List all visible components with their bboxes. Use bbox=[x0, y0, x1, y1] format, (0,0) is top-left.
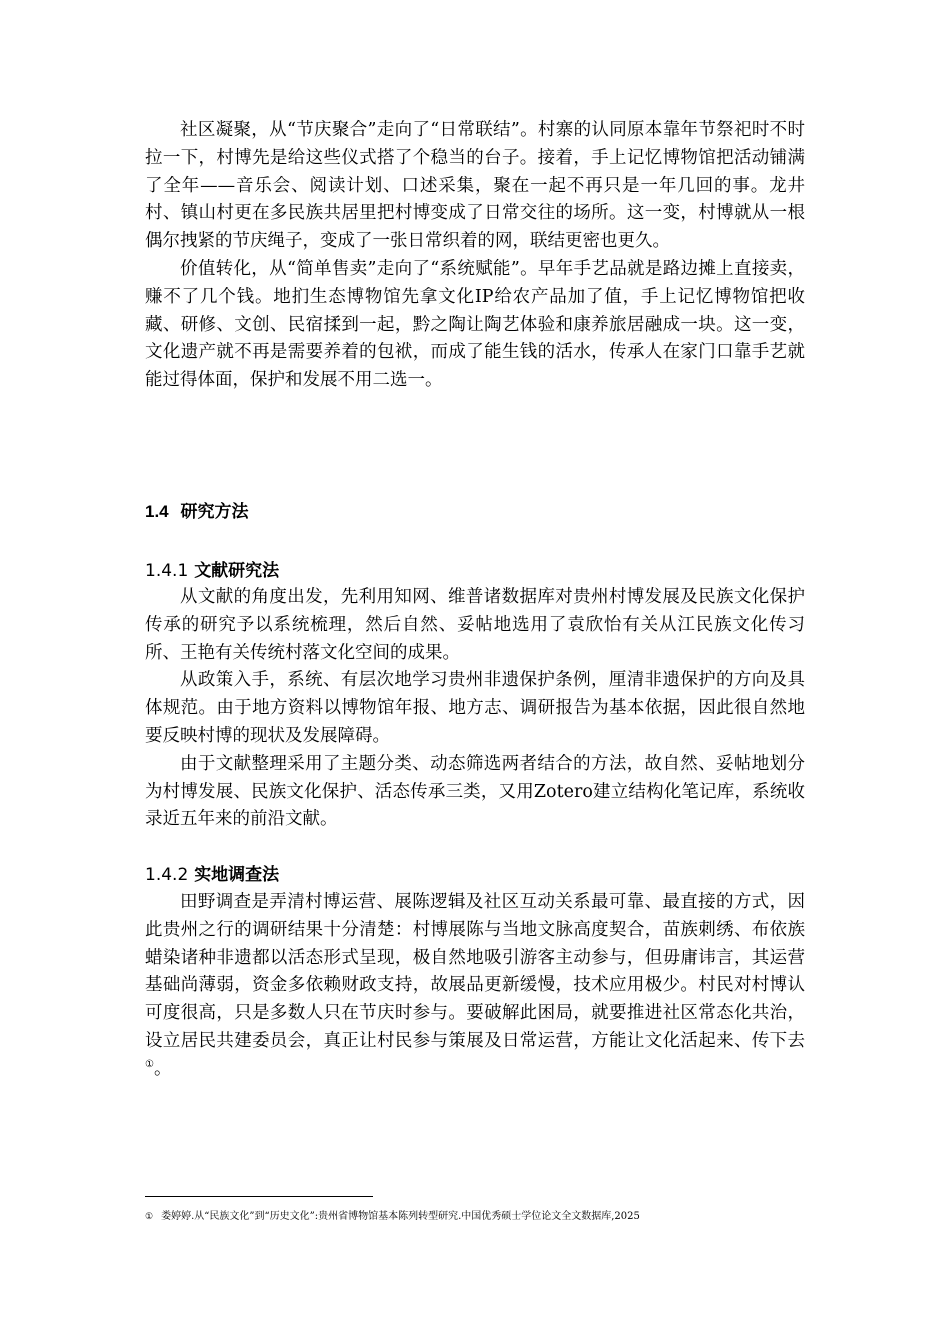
section-title: 实地调查法 bbox=[194, 865, 280, 885]
section-title: 研究方法 bbox=[180, 502, 249, 522]
section-heading-1-4-2 bbox=[145, 863, 279, 887]
section-number: 1.4.1 bbox=[145, 561, 189, 581]
section-1-4-2-body bbox=[145, 889, 805, 1084]
section-heading-1-4 bbox=[145, 500, 248, 524]
paragraph-community-cohesion: 社区凝聚，从“节庆聚合”走向了“日常联结”。村寨的认同原本靠年节祭祀时不时拉一下，村博先是给这些仪式搭了个稳当的台子。接着，手上记忆博物馆把活动铺满了全年——音乐会、阅读计划、口述采集，聚在一起不再只是一年几回的事。龙井村、镇山村更在多民族共居里把村博变成了日常交往的场所。这一变，村博就从一根偶尔拽紧的节庆绳子，变成了一张日常织着的网，联结更密也更久。 bbox=[145, 120, 805, 252]
intro-section bbox=[145, 117, 805, 395]
paragraph-policy-study: 从政策入手，系统、有层次地学习贵州非遗保护条例，厘清非遗保护的方向及具体规范。由于地方资料以博物馆年报、地方志、调研报告为基本依据，因此很自然地要反映村博的现状及发展障碍。 bbox=[145, 670, 805, 746]
field-survey-text: 田野调查是弄清村博运营、展陈逻辑及社区互动关系最可靠、最直接的方式，因此贵州之行的调研结果十分清楚：村博展陈与当地文脉高度契合，苗族刺绣、布依族蜡染诸种非遗都以活态形式呈现，极自然地吸引游客主动参与，但毋庸讳言，其运营基础尚薄弱，资金多依赖财政支持，故展品更新缓慢，技术应用极少。村民对村博认可度很高，只是多数人只在节庆时参与。要破解此困局，就要推进社区常态化共治，设立居民共建委员会，真正让村民参与策展及日常运营，方能让文化活起来、传下去 bbox=[145, 892, 805, 1051]
paragraph-literature-sources: 从文献的角度出发，先利用知网、维普诸数据库对贵州村博发展及民族文化保护传承的研究予以系统梳理，然后自然、妥帖地选用了袁欣怡有关从江民族文化传习所、王艳有关传统村落文化空间的成果。 bbox=[145, 587, 805, 663]
footnote-divider bbox=[145, 1196, 373, 1197]
section-number: 1.4 bbox=[145, 502, 169, 521]
paragraph-field-survey bbox=[145, 889, 805, 1084]
section-1-4-1-body bbox=[145, 584, 805, 834]
section-title: 文献研究法 bbox=[194, 561, 280, 581]
paragraph-value-transformation: 价值转化，从“简单售卖”走向了“系统赋能”。早年手艺品就是路边摊上直接卖，赚不了几个钱。地扪生态博物馆先拿文化IP给农产品加了值，手上记忆博物馆把收藏、研修、文创、民宿揉到一起，黔之陶让陶艺体验和康养旅居融成一块。这一变，文化遗产就不再是需要养着的包袱，而成了能生钱的活水，传承人在家门口靠手艺就能过得体面，保护和发展不用二选一。 bbox=[145, 258, 805, 391]
footnote-text: 娄婷婷.从“民族文化”到“历史文化”:贵州省博物馆基本陈列转型研究.中国优秀硕士学位论文全文数据库,2025 bbox=[161, 1211, 640, 1222]
section-heading-1-4-1 bbox=[145, 559, 279, 583]
section-number: 1.4.2 bbox=[145, 865, 189, 885]
footnote-reference[interactable]: ① bbox=[145, 1058, 154, 1070]
footnote-mark: ① bbox=[145, 1212, 154, 1222]
footnote bbox=[145, 1210, 825, 1224]
sentence-end: 。 bbox=[153, 1058, 172, 1079]
paragraph-literature-classification: 由于文献整理采用了主题分类、动态筛选两者结合的方法，故自然、妥帖地划分为村博发展、民族文化保护、活态传承三类，又用Zotero建立结构化笔记库，系统收录近五年来的前沿文献。 bbox=[145, 753, 805, 830]
